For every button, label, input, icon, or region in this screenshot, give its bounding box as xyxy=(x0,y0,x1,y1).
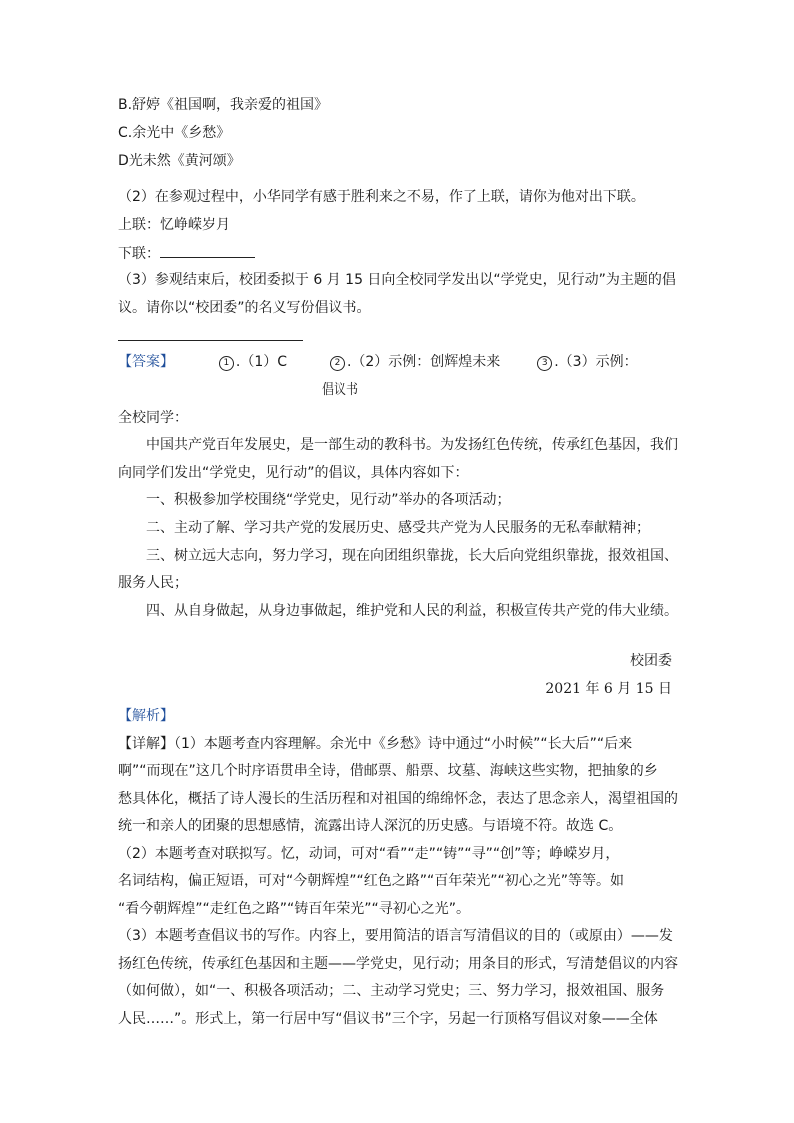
analysis-line: 统一和亲人的团聚的思想感情，流露出诗人深沉的历史感。与语境不符。故选 C。 xyxy=(118,818,623,834)
option-c: C.余光中《乡愁》 xyxy=(118,125,231,141)
letter-line: 四、从自身做起，从身边事做起，维护党和人民的利益，积极宣传共产党的伟大业绩。 xyxy=(146,603,678,619)
answer-1: .（1）C xyxy=(235,354,288,370)
analysis-line: 扬红色传统，传承红色基因和主题——学党史，见行动；用条目的形式，写清楚倡议的内容 xyxy=(118,956,678,972)
analysis-label: 【解析】 xyxy=(118,708,174,724)
letter-line: 中国共产党百年发展史，是一部生动的教科书。为发扬红色传统，传承红色基因，我们 xyxy=(146,437,678,453)
answer-blank xyxy=(160,243,255,258)
circled-number-1: 1 xyxy=(219,356,234,371)
circled-number-2: 2 xyxy=(330,356,345,371)
letter-line: 二、主动了解、学习共产党的发展历史、感受共产党为人民服务的无私奉献精神； xyxy=(146,520,650,536)
letter-title: 倡议书 xyxy=(322,382,358,398)
analysis-line xyxy=(118,734,632,754)
q3-prompt-line2: 议。请你以“校团委”的名义写份倡议书。 xyxy=(118,300,371,316)
detail-label: 【详解】 xyxy=(118,736,174,752)
analysis-line: 啊”“而现在”这几个时序语贯串全诗，借邮票、船票、坟墓、海峡这些实物，把抽象的乡 xyxy=(118,763,658,779)
letter-salutation: 全校同学： xyxy=(118,410,188,426)
analysis-line: （3）本题考查倡议书的写作。内容上，要用简洁的语言写清倡议的目的（或原由）——发 xyxy=(118,928,673,944)
separator-rule xyxy=(118,340,303,341)
letter-date: 2021 年 6 月 15 日 xyxy=(545,681,672,697)
lower-label: 下联： xyxy=(118,246,160,262)
q2-lower-couplet xyxy=(118,243,255,264)
analysis-line: （2）本题考查对联拟写。忆，动词，可对“看”“走”“铸”“寻”“创”等；峥嵘岁月， xyxy=(118,846,620,862)
q2-upper-couplet: 上联：忆峥嵘岁月 xyxy=(118,217,230,233)
option-d: D光未然《黄河颂》 xyxy=(118,153,241,169)
analysis-text: （1）本题考查内容理解。余光中《乡愁》诗中通过“小时候”“长大后”“后来 xyxy=(174,736,633,752)
q2-prompt: （2）在参观过程中，小华同学有感于胜利来之不易，作了上联，请你为他对出下联。 xyxy=(118,189,645,205)
answer-row xyxy=(118,352,638,372)
analysis-line: 人民……”。形式上，第一行居中写“倡议书”三个字，另起一行顶格写倡议对象——全体 xyxy=(118,1011,658,1027)
letter-line: 一、积极参加学校围绕“学党史，见行动”举办的各项活动； xyxy=(146,492,511,508)
q3-prompt-line1: （3）参观结束后，校团委拟于 6 月 15 日向全校同学发出以“学党史，见行动”为主题的倡 xyxy=(118,272,676,288)
analysis-line: 名词结构，偏正短语，可对“今朝辉煌”“红色之路”“百年荣光”“初心之光”等等。如 xyxy=(118,873,625,889)
answer-3: .（3）示例： xyxy=(554,354,638,370)
letter-line: 向同学们发出“学党史，见行动”的倡议，具体内容如下： xyxy=(118,465,469,481)
letter-line: 三、树立远大志向，努力学习，现在向团组织靠拢，长大后向党组织靠拢，报效祖国、 xyxy=(146,548,678,564)
analysis-line: 愁具体化，概括了诗人漫长的生活历程和对祖国的绵绵怀念，表达了思念亲人，渴望祖国的 xyxy=(118,791,678,807)
analysis-line: （如何做），如“一、积极各项活动；二、主动学习党史；三、努力学习，报效祖国、服务 xyxy=(118,983,665,999)
analysis-line: “看今朝辉煌”“走红色之路”“铸百年荣光”“寻初心之光”。 xyxy=(118,901,471,917)
answer-label: 【答案】 xyxy=(118,354,174,370)
option-b: B.舒婷《祖国啊，我亲爱的祖国》 xyxy=(118,97,329,113)
answer-2: .（2）示例：创辉煌未来 xyxy=(346,354,501,370)
circled-number-3: 3 xyxy=(537,356,552,371)
letter-line: 服务人民； xyxy=(118,575,188,591)
letter-signature: 校团委 xyxy=(630,653,672,669)
